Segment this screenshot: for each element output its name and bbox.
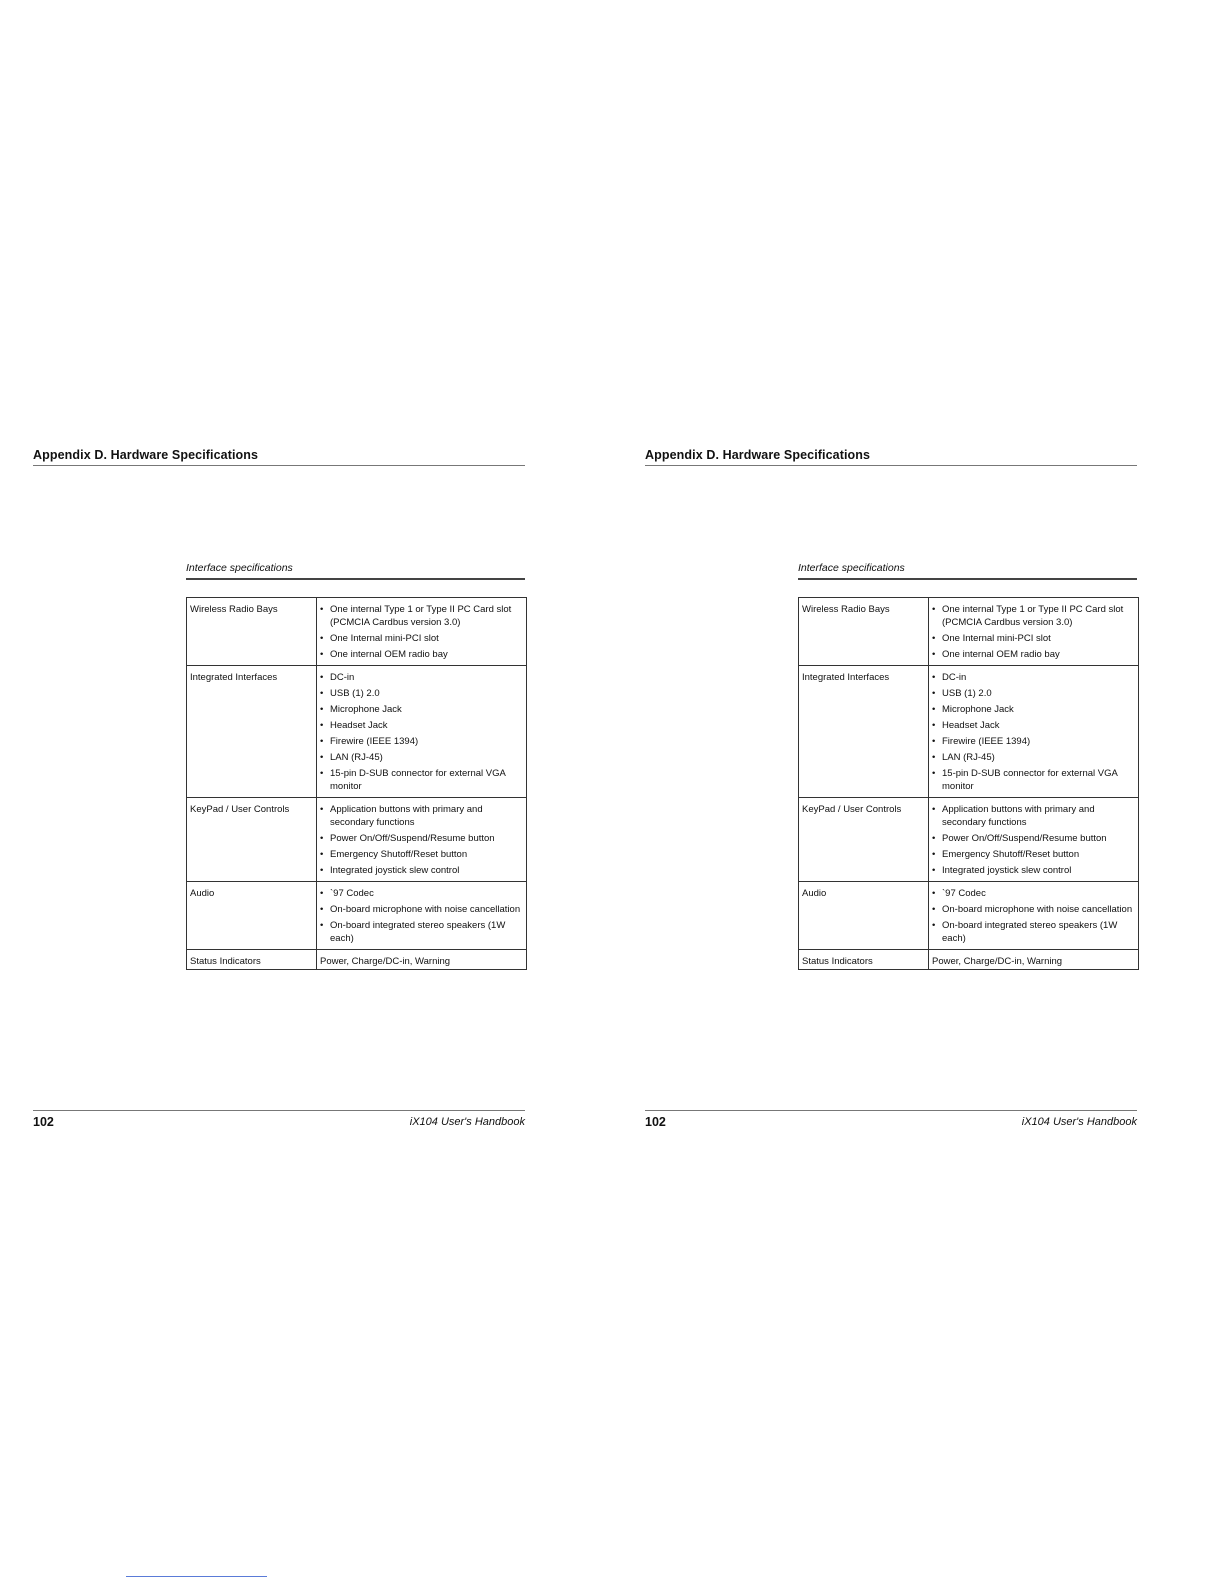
list-item: • Application buttons with primary and secondary functions: [320, 803, 523, 829]
bullet-list: [932, 671, 1135, 793]
right-page: [645, 0, 1140, 1584]
header-divider: [33, 465, 525, 466]
table-row: [187, 950, 527, 970]
list-item: • 15-pin D-SUB connector for external VGA monitor: [320, 767, 523, 793]
list-item: • Power On/Off/Suspend/Resume button: [932, 832, 1135, 845]
page-number: 102: [33, 1115, 54, 1129]
row-label: Audio: [187, 882, 317, 950]
bullet-list: [932, 603, 1135, 661]
page-header-title: Appendix D. Hardware Specifications: [33, 448, 259, 462]
left-page: [33, 0, 528, 1584]
table-row: [187, 798, 527, 882]
table-row: [187, 598, 527, 666]
footer-divider: [33, 1110, 525, 1111]
list-item: • Headset Jack: [932, 719, 1135, 732]
row-label: Wireless Radio Bays: [187, 598, 317, 666]
list-item: • Integrated joystick slew control: [932, 864, 1135, 877]
bullet-list: [320, 603, 523, 661]
list-item: • On-board integrated stereo speakers (1W each): [320, 919, 523, 945]
list-item: • One internal OEM radio bay: [320, 648, 523, 661]
table-row: [187, 882, 527, 950]
row-label: Status Indicators: [799, 950, 929, 970]
row-value: [929, 666, 1139, 798]
list-item: • USB (1) 2.0: [320, 687, 523, 700]
bullet-list: [320, 803, 523, 877]
row-label: KeyPad / User Controls: [799, 798, 929, 882]
row-value-text: Power, Charge/DC-in, Warning: [317, 950, 527, 970]
list-item: • Power On/Off/Suspend/Resume button: [320, 832, 523, 845]
table-caption: Interface specifications: [186, 562, 293, 574]
list-item: • Application buttons with primary and secondary functions: [932, 803, 1135, 829]
page-number: 102: [645, 1115, 666, 1129]
row-value: [317, 798, 527, 882]
list-item: • On-board microphone with noise cancellation: [932, 903, 1135, 916]
row-label: Status Indicators: [187, 950, 317, 970]
table-row: [799, 798, 1139, 882]
book-title: iX104 User's Handbook: [409, 1116, 525, 1128]
book-title: iX104 User's Handbook: [1021, 1116, 1137, 1128]
row-value: [929, 798, 1139, 882]
row-value: [317, 882, 527, 950]
list-item: • Emergency Shutoff/Reset button: [932, 848, 1135, 861]
table-row: [187, 666, 527, 798]
table-row: [799, 882, 1139, 950]
list-item: • Firewire (IEEE 1394): [932, 735, 1135, 748]
bullet-list: [932, 803, 1135, 877]
list-item: • DC-in: [932, 671, 1135, 684]
row-label: Wireless Radio Bays: [799, 598, 929, 666]
list-item: • Integrated joystick slew control: [320, 864, 523, 877]
list-item: • `97 Codec: [320, 887, 523, 900]
list-item: • DC-in: [320, 671, 523, 684]
list-item: • LAN (RJ-45): [932, 751, 1135, 764]
caption-divider: [186, 578, 525, 580]
list-item: • Microphone Jack: [932, 703, 1135, 716]
list-item: • Emergency Shutoff/Reset button: [320, 848, 523, 861]
list-item: • One internal Type 1 or Type II PC Card slot (PCMCIA Cardbus version 3.0): [932, 603, 1135, 629]
header-divider: [645, 465, 1137, 466]
row-value: [929, 882, 1139, 950]
table-row: [799, 666, 1139, 798]
row-value: [929, 598, 1139, 666]
table-row: [799, 950, 1139, 970]
list-item: • One Internal mini-PCI slot: [932, 632, 1135, 645]
interface-spec-table: [798, 597, 1139, 970]
row-value: [317, 666, 527, 798]
list-item: • `97 Codec: [932, 887, 1135, 900]
table-caption: Interface specifications: [798, 562, 905, 574]
list-item: • 15-pin D-SUB connector for external VGA monitor: [932, 767, 1135, 793]
list-item: • USB (1) 2.0: [932, 687, 1135, 700]
caption-divider: [798, 578, 1137, 580]
scan-artifact-line: [126, 1576, 267, 1577]
list-item: • Microphone Jack: [320, 703, 523, 716]
list-item: • Headset Jack: [320, 719, 523, 732]
row-value: [317, 598, 527, 666]
list-item: • One internal Type 1 or Type II PC Card slot (PCMCIA Cardbus version 3.0): [320, 603, 523, 629]
row-value-text: Power, Charge/DC-in, Warning: [929, 950, 1139, 970]
table-row: [799, 598, 1139, 666]
row-label: Integrated Interfaces: [187, 666, 317, 798]
list-item: • On-board microphone with noise cancellation: [320, 903, 523, 916]
row-label: KeyPad / User Controls: [187, 798, 317, 882]
list-item: • Firewire (IEEE 1394): [320, 735, 523, 748]
footer-divider: [645, 1110, 1137, 1111]
interface-spec-table: [186, 597, 527, 970]
row-label: Integrated Interfaces: [799, 666, 929, 798]
bullet-list: [320, 671, 523, 793]
row-label: Audio: [799, 882, 929, 950]
bullet-list: [320, 887, 523, 945]
list-item: • LAN (RJ-45): [320, 751, 523, 764]
bullet-list: [932, 887, 1135, 945]
list-item: • On-board integrated stereo speakers (1W each): [932, 919, 1135, 945]
page-header-title: Appendix D. Hardware Specifications: [645, 448, 871, 462]
list-item: • One internal OEM radio bay: [932, 648, 1135, 661]
list-item: • One Internal mini-PCI slot: [320, 632, 523, 645]
